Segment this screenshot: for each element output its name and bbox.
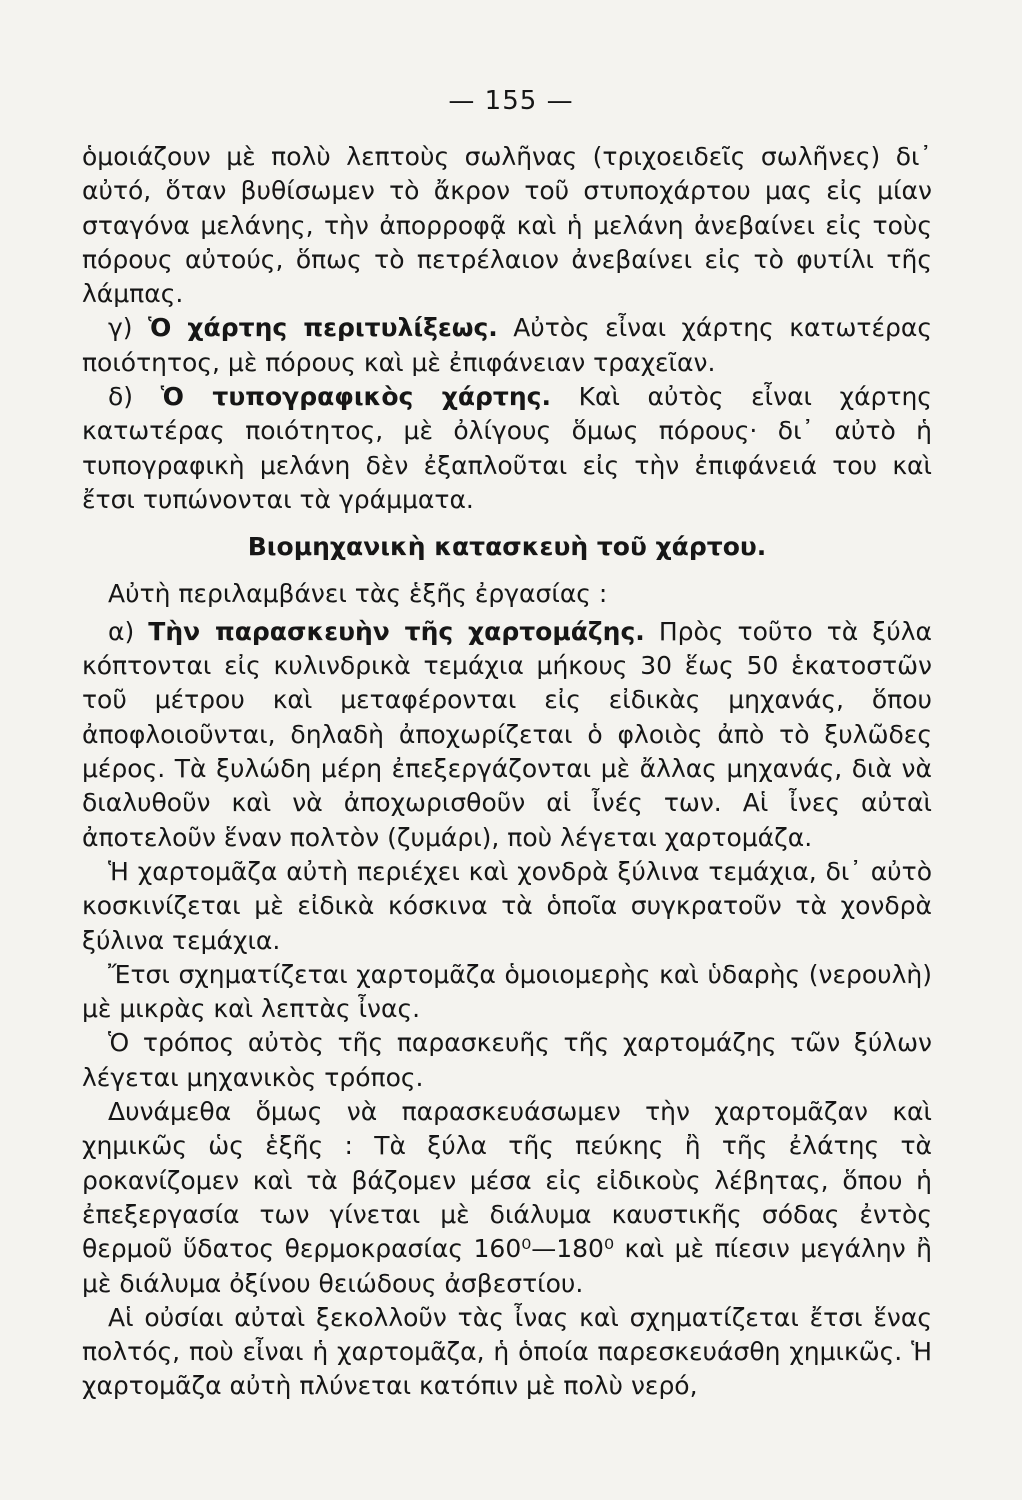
paragraph: Δυνάμεθα ὅμως νὰ παρασκευάσωμεν τὴν χαρτομᾶζαν καὶ χημικῶς ὡς ἑξῆς : Τὰ ξύλα τῆς πεύκης ἢ τῆς ἐλάτης τὰ ροκανίζομεν καὶ τὰ βάζομεν μέσα εἰς εἰδικοὺς λέβητας, ὅπου ἡ ἐπεξεργασία των γίνεται μὲ διάλυμα καυστικῆς σόδας ἐντὸς θερμοῦ ὕδατος θερμοκρασίας 160⁰—180⁰ καὶ μὲ πίεσιν μεγάλην ἢ μὲ διάλυμα ὀξίνου θειώδους ἀσβεστίου.	[82, 1097, 932, 1298]
page-body	[82, 140, 932, 1404]
item-title: Ὁ τυπογραφικὸς χάρτης.	[160, 382, 551, 412]
paragraph-text: Αὐτὸς εἶναι χάρτης κατωτέρας ποιότητος, μὲ πόρους καὶ μὲ ἐπιφάνειαν τραχεῖαν.	[82, 313, 932, 377]
paragraph	[82, 311, 932, 380]
paragraph: Ἔτσι σχηματίζεται χαρτομᾶζα ὁμοιομερὴς καὶ ὑδαρὴς (νερουλὴ) μὲ μικρὰς καὶ λεπτὰς ἶνας.	[82, 959, 932, 1024]
paragraph-text: Πρὸς τοῦτο τὰ ξύλα κόπτονται εἰς κυλινδρικὰ τεμάχια μήκους 30 ἕως 50 ἑκατοστῶν τοῦ μέτρου καὶ μεταφέρονται εἰς εἰδικὰς μηχανάς, ὅπου ἀποφλοιοῦνται, δηλαδὴ ἀποχωρίζεται ὁ φλοιὸς ἀπὸ τὸ ξυλῶδες μέρος. Τὰ ξυλώδη μέρη ἐπεξεργάζονται μὲ ἄλλας μηχανάς, διὰ νὰ διαλυθοῦν καὶ νὰ ἀποχωρισθοῦν αἱ ἶνές των. Αἱ ἶνες αὐταὶ ἀποτελοῦν ἕναν πολτὸν (ζυμάρι), ποὺ λέγεται χαρτομάζα.	[82, 616, 932, 852]
paragraph-text: Καὶ αὐτὸς εἶναι χάρτης κατωτέρας ποιότητος, μὲ ὀλίγους ὅμως πόρους· δι᾿ αὐτὸ ἡ τυπογραφικὴ μελάνη δὲν ἐξαπλοῦται εἰς τὴν ἐπιφάνειά του καὶ ἔτσι τυπώνονται τὰ γράμματα.	[82, 382, 932, 514]
item-title: Τὴν παρασκευὴν τῆς χαρτομάζης.	[148, 616, 645, 646]
paragraph: ὁμοιάζουν μὲ πολὺ λεπτοὺς σωλῆνας (τριχοειδεῖς σωλῆνες) δι᾿ αὐτό, ὅταν βυθίσωμεν τὸ ἄκρον τοῦ στυποχάρτου μας εἰς μίαν σταγόνα μελάνης, τὴν ἀπορροφᾷ καὶ ἡ μελάνη ἀνεβαίνει εἰς τοὺς πόρους αὐτούς, ὅπως τὸ πετρέλαιον ἀνεβαίνει εἰς τὸ φυτίλι τῆς λάμπας.	[82, 142, 932, 309]
page-number: — 155 —	[448, 86, 574, 116]
item-label: γ)	[108, 313, 148, 343]
paragraph: Αἱ οὐσίαι αὐταὶ ξεκολλοῦν τὰς ἶνας καὶ σχηματίζεται ἔτσι ἕνας πολτός, ποὺ εἶναι ἡ χαρτομᾶζα, ἡ ὁποία παρεσκευάσθη χημικῶς. Ἡ χαρτομᾶζα αὐτὴ πλύνεται κατόπιν μὲ πολὺ νερό,	[82, 1302, 932, 1401]
paragraph	[82, 380, 932, 517]
paragraph: Ἡ χαρτομᾶζα αὐτὴ περιέχει καὶ χονδρὰ ξύλινα τεμάχια, δι᾿ αὐτὸ κοσκινίζεται μὲ εἰδικὰ κόσκινα τὰ ὁποῖα συγκρατοῦν τὰ χονδρὰ ξύλινα τεμάχια.	[82, 856, 932, 955]
item-label: α)	[108, 616, 149, 646]
paragraph	[82, 615, 932, 855]
paragraph: Ὁ τρόπος αὐτὸς τῆς παρασκευῆς τῆς χαρτομάζης τῶν ξύλων λέγεται μηχανικὸς τρόπος.	[82, 1028, 932, 1092]
item-title: Ὁ χάρτης περιτυλίξεως.	[147, 313, 498, 343]
paragraph: Αὐτὴ περιλαμβάνει τὰς ἑξῆς ἐργασίας :	[108, 578, 608, 608]
section-heading: Βιομηχανικὴ κατασκευὴ τοῦ χάρτου.	[247, 532, 767, 562]
item-label: δ)	[108, 382, 161, 412]
